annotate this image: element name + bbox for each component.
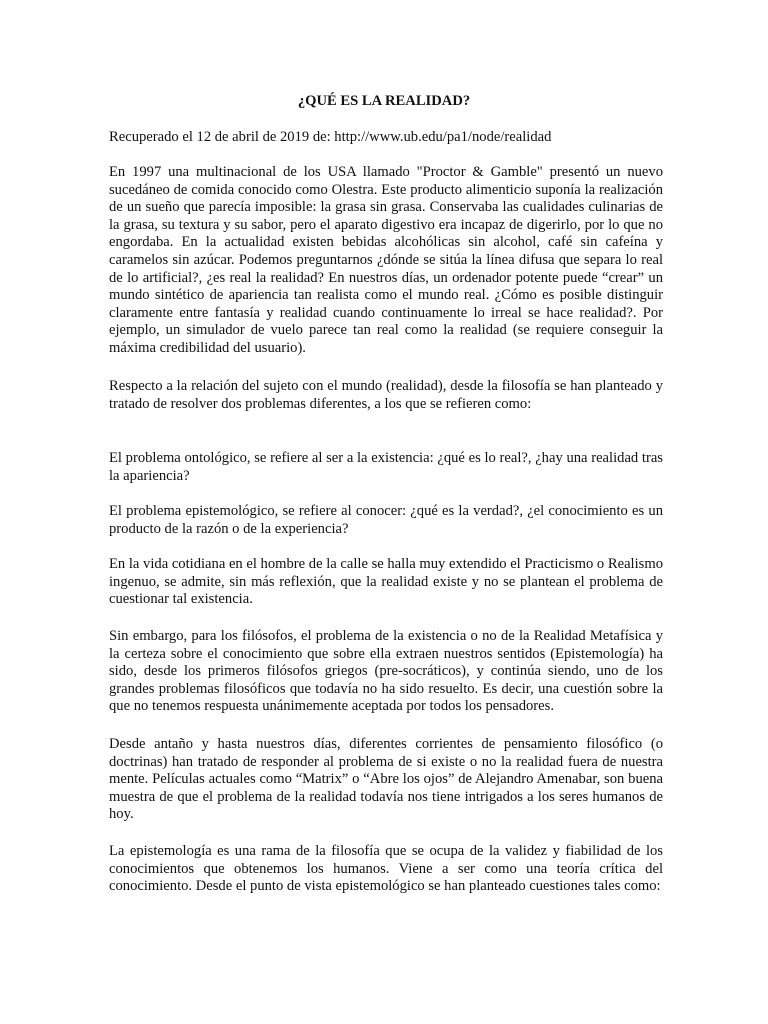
paragraph-olestra: En 1997 una multinacional de los USA llamado "Proctor & Gamble" presentó un nuevo sucedáneo de comida conocido como Olestra. Este producto alimenticio suponía la realización de un sueño que parecía imposible: la grasa sin grasa. Conservaba las cualidades culinarias de la grasa, su textura y su sabor, pero el aparato digestivo era incapaz de digerirlo, por lo que no engordaba. En la actualidad existen bebidas alcohólicas sin alcohol, café sin cafeína y caramelos sin azúcar. Podemos preguntarnos ¿dónde se sitúa la línea difusa que separa lo real de lo artificial?, ¿es real la realidad? En nuestros días, un ordenador potente puede “crear” un mundo sintético de apariencia tan realista como el mundo real. ¿Cómo es posible distinguir claramente entre fantasía y realidad cuando continuamente lo irreal se hace realidad?. Por ejemplo, un simulador de vuelo parece tan real como la realidad (se requiere conseguir la máxima credibilidad del usuario). bbox=[109, 164, 663, 356]
paragraph-problema-epistemologico: El problema epistemológico, se refiere al conocer: ¿qué es la verdad?, ¿el conocimiento es un producto de la razón o de la experiencia? bbox=[109, 503, 663, 537]
paragraph-epistemologia: La epistemología es una rama de la filosofía que se ocupa de la validez y fiabilidad de los conocimientos que obtenemos los humanos. Viene a ser como una teoría crítica del conocimiento. Desde el punto de vista epistemológico se han planteado cuestiones tales como: bbox=[109, 843, 663, 895]
paragraph-problema-ontologico: El problema ontológico, se refiere al ser a la existencia: ¿qué es lo real?, ¿hay una realidad tras la apariencia? bbox=[109, 450, 663, 484]
paragraph-corrientes-pensamiento: Desde antaño y hasta nuestros días, diferentes corrientes de pensamiento filosófico (o doctrinas) han tratado de responder al problema de si existe o no la realidad fuera de nuestra mente. Películas actuales como “Matrix” o “Abre los ojos” de Alejandro Amenabar, son buena muestra de que el problema de la realidad todavía nos tiene intrigados a los seres humanos de hoy. bbox=[109, 736, 663, 823]
paragraph-realismo-ingenuo: En la vida cotidiana en el hombre de la calle se halla muy extendido el Practicismo o Realismo ingenuo, se admite, sin más reflexión, que la realidad existe y no se plantean el problema de cuestionar tal existencia. bbox=[109, 556, 663, 608]
paragraph-relacion-sujeto-mundo: Respecto a la relación del sujeto con el mundo (realidad), desde la filosofía se han planteado y tratado de resolver dos problemas diferentes, a los que se refieren como: bbox=[109, 378, 663, 412]
paragraph-filosofos: Sin embargo, para los filósofos, el problema de la existencia o no de la Realidad Metafísica y la certeza sobre el conocimiento que sobre ella extraen nuestros sentidos (Epistemología) ha sido, desde los primeros filósofos griegos (pre-socráticos), y continúa siendo, uno de los grandes problemas filosóficos que todavía no ha sido resuelto. Es decir, una cuestión sobre la que no tenemos respuesta unánimemente aceptada por todos los pensadores. bbox=[109, 628, 663, 715]
document-title: ¿QUÉ ES LA REALIDAD? bbox=[297, 93, 471, 109]
source-citation: Recuperado el 12 de abril de 2019 de: http://www.ub.edu/pa1/node/realidad bbox=[109, 129, 552, 145]
